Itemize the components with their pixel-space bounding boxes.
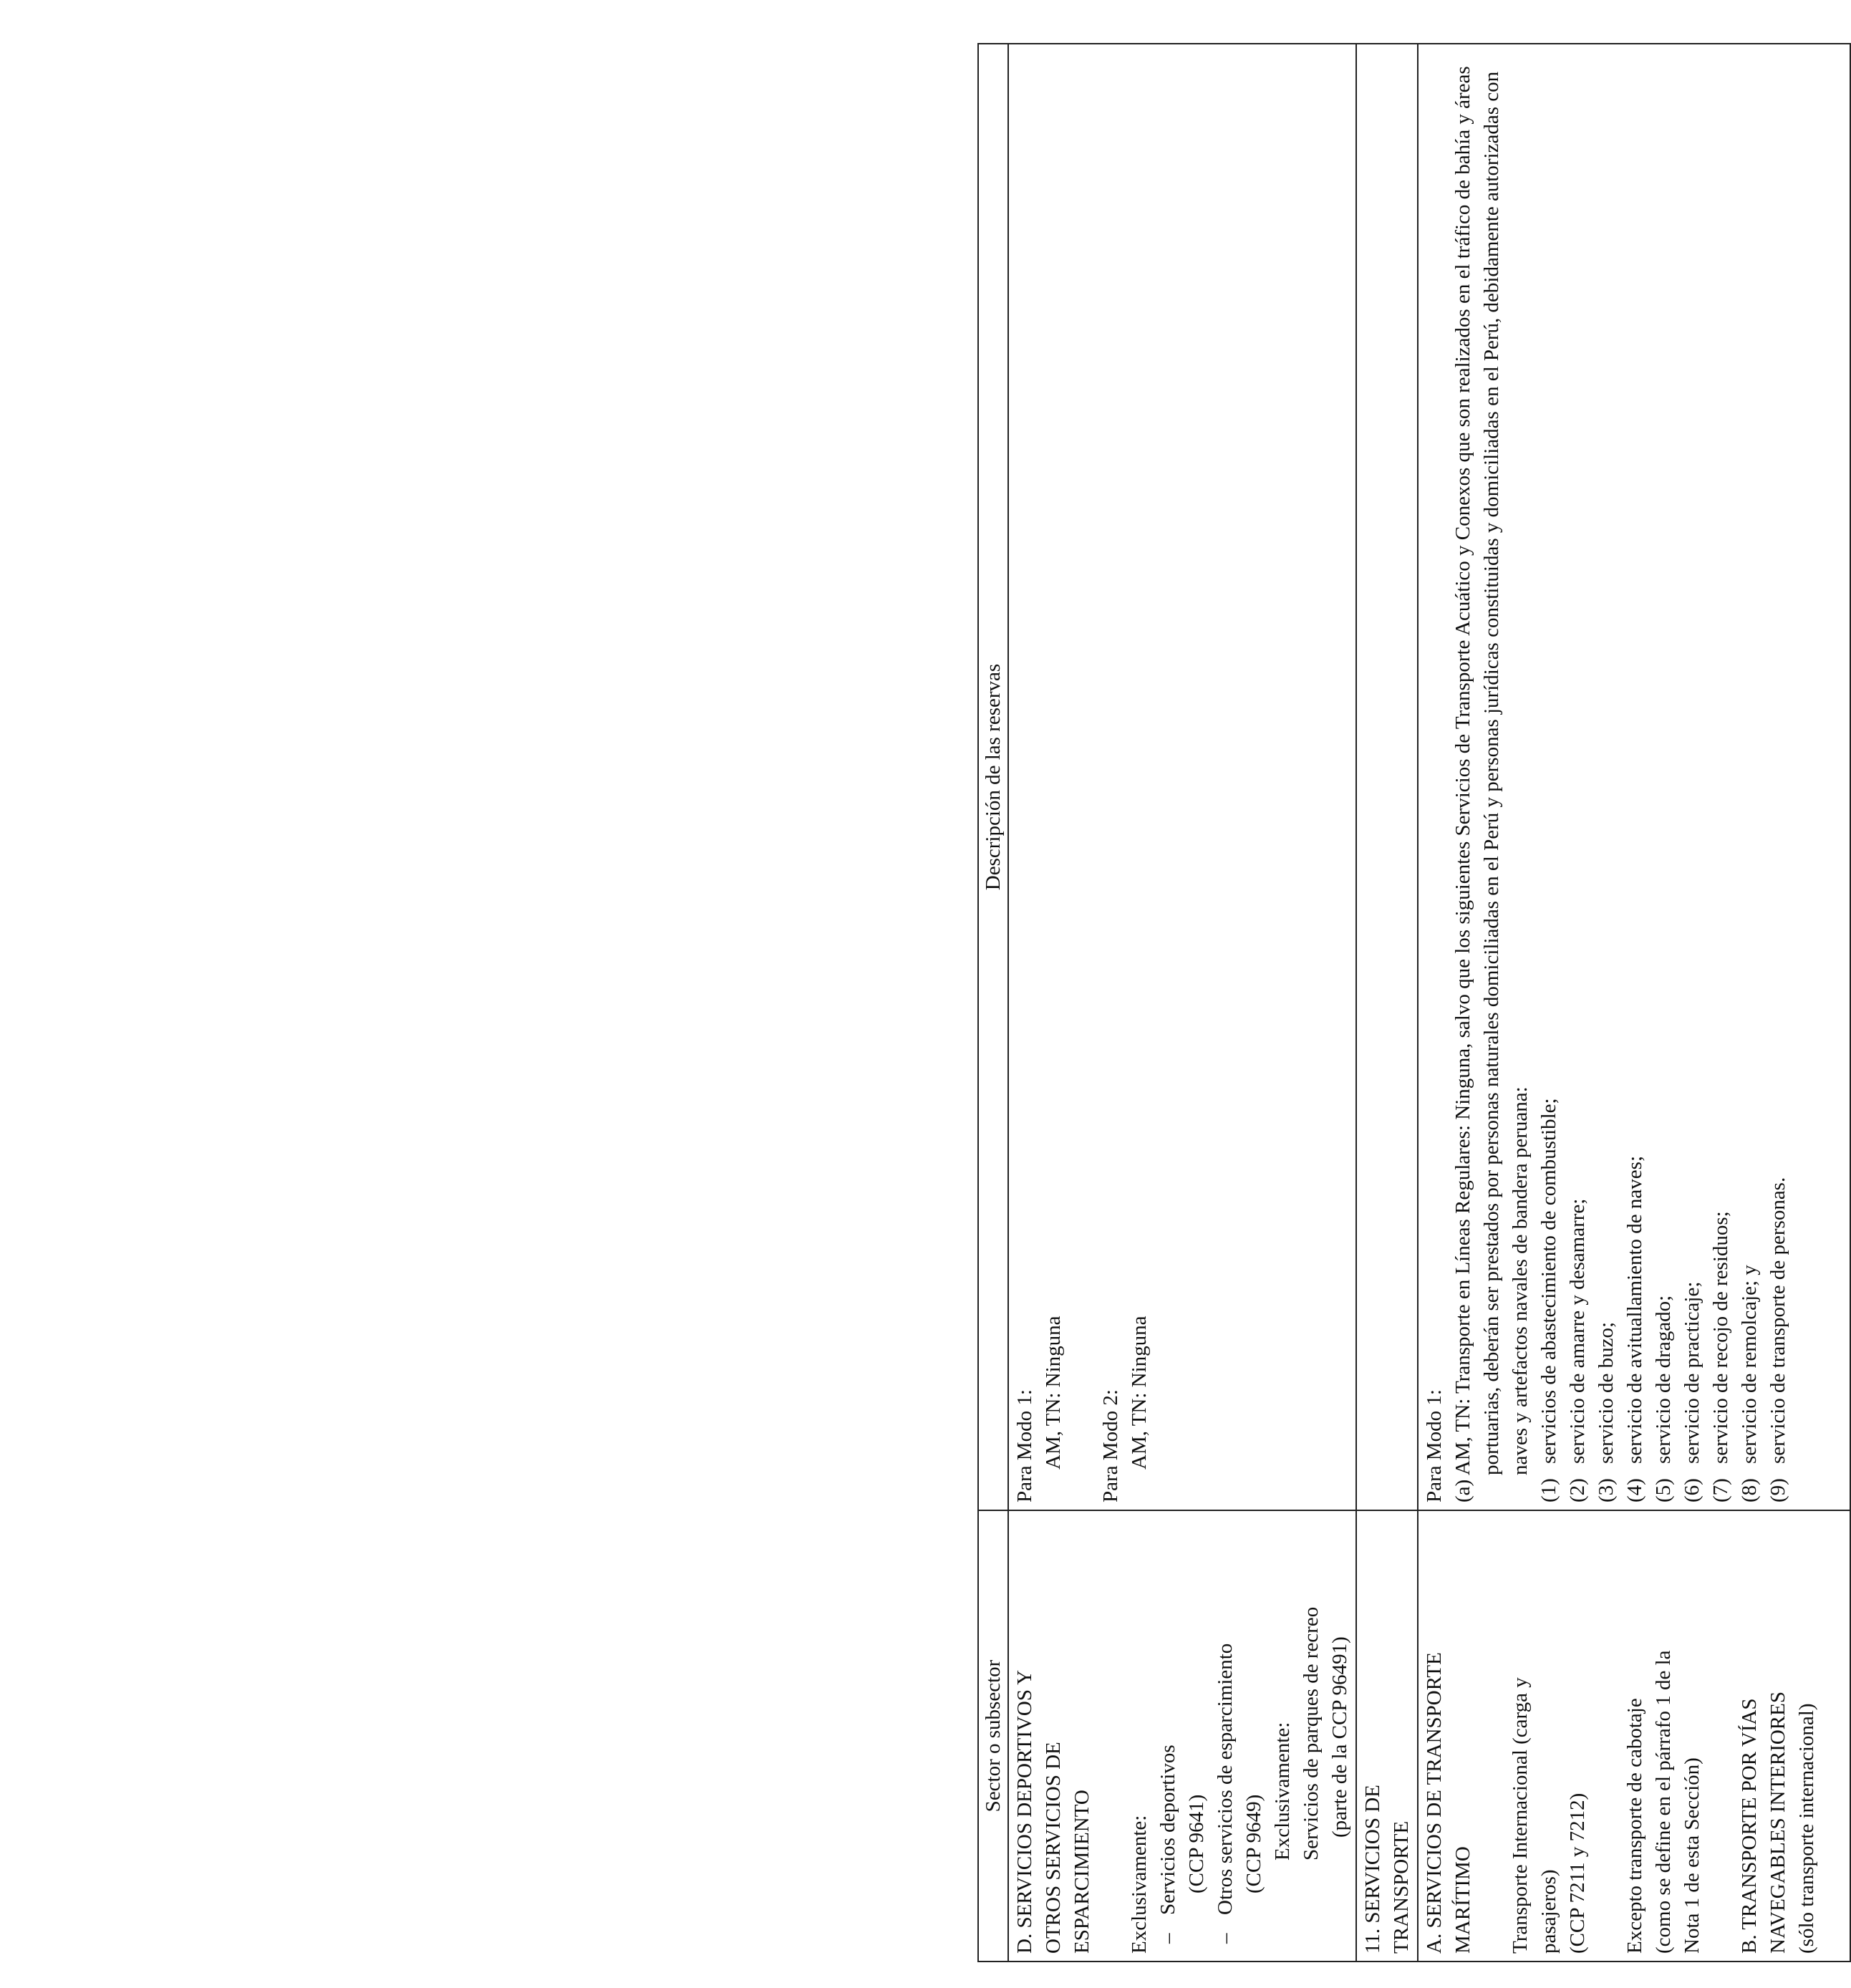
desc-cell-deportivos — [1008, 44, 1356, 1510]
item-number: (5) — [1652, 1478, 1675, 1502]
list-item — [1535, 52, 1563, 1502]
category-line: 11. SERVICIOS DE — [1361, 1785, 1384, 1954]
excepto-line: Excepto transporte de cabotaje — [1623, 1698, 1646, 1954]
list-item — [1706, 52, 1735, 1502]
item-line: Servicios deportivos — [1156, 1745, 1179, 1915]
list-item — [1735, 52, 1764, 1502]
modo2-label: Para Modo 2: — [1099, 1389, 1122, 1502]
row-servicios-transporte — [1356, 44, 1418, 1962]
item-line: Servicios de parques de recreo — [1300, 1606, 1323, 1861]
desc-cell-transporte — [1356, 44, 1418, 1510]
item-line: (parte de la CCP 96491) — [1328, 1636, 1351, 1838]
vias-navegables-line: (sólo transporte internacional) — [1795, 1703, 1818, 1954]
item-text: servicio de recojo de residuos; — [1709, 1211, 1732, 1464]
item-number: (8) — [1738, 1478, 1761, 1502]
modo1-value: AM, TN: Ninguna — [1042, 1316, 1065, 1470]
list-item — [1154, 1518, 1211, 1954]
sector-line: MARÍTIMO — [1451, 1846, 1474, 1954]
transporte-line: pasajeros) — [1537, 1869, 1560, 1954]
list-item — [1563, 52, 1592, 1502]
sector-title-line: ESPARCIMIENTO — [1071, 1790, 1093, 1954]
modo1-label: Para Modo 1: — [1423, 1389, 1446, 1502]
desc-cell-maritimo — [1418, 44, 1850, 1510]
table-header-row — [978, 44, 1008, 1962]
transporte-line: (CCP 7211 y 7212) — [1566, 1792, 1589, 1954]
item-text: servicio de remolcaje; y — [1738, 1265, 1761, 1464]
list-item — [1592, 52, 1620, 1502]
modo2-value: AM, TN: Ninguna — [1128, 1316, 1151, 1470]
excepto-line: Nota 1 de esta Sección) — [1681, 1757, 1703, 1954]
header-descripcion: Descripción de las reservas — [978, 44, 1008, 1510]
sector-cell-deportivos — [1008, 1510, 1356, 1962]
header-sector: Sector o subsector — [978, 1510, 1008, 1962]
item-number: (6) — [1681, 1478, 1703, 1502]
list-item — [1620, 52, 1649, 1502]
item-line: Otros servicios de esparcimiento — [1214, 1643, 1237, 1915]
dash-bullet: – — [1156, 1933, 1179, 1944]
vias-navegables-line: NAVEGABLES INTERIORES — [1767, 1692, 1789, 1954]
item-number: (2) — [1566, 1478, 1589, 1502]
item-number: (9) — [1767, 1478, 1789, 1502]
item-line: (CCP 9649) — [1242, 1794, 1265, 1893]
dash-bullet: – — [1214, 1933, 1237, 1944]
sector-cell-maritimo — [1418, 1510, 1850, 1962]
reserva-paragraph: (a) AM, TN: Transporte en Líneas Regulares: Ninguna, salvo que los siguientes Servicios de Transporte Acuático y Conexos que son realizados en el tráfico de bahía y áreas portuarias, deberán ser prestados por personas naturales domiciliadas en el Perú y personas jurídicas constituidas y domiciliadas en el Perú, debidamente autorizadas con naves y artefactos navales de bandera peruana: — [1451, 66, 1532, 1502]
rotated-page — [977, 43, 1851, 1962]
transporte-line: Transporte Internacional (carga y — [1509, 1677, 1532, 1954]
list-item — [1764, 52, 1792, 1502]
modo1-label: Para Modo 1: — [1013, 1389, 1036, 1502]
item-number: (3) — [1595, 1478, 1618, 1502]
sector-line: A. SERVICIOS DE TRANSPORTE — [1423, 1652, 1446, 1954]
item-text: servicio de avituallamiento de naves; — [1623, 1155, 1646, 1464]
list-item — [1678, 52, 1706, 1502]
item-line: Exclusivamente: — [1271, 1722, 1294, 1861]
item-text: servicios de abastecimiento de combustible; — [1537, 1098, 1560, 1464]
list-item — [1649, 52, 1678, 1502]
vias-navegables-line: B. TRANSPORTE POR VÍAS — [1738, 1698, 1761, 1954]
item-text: servicio de dragado; — [1652, 1295, 1675, 1464]
category-line: TRANSPORTE — [1390, 1820, 1413, 1954]
item-text: servicio de amarre y desamarre; — [1566, 1198, 1589, 1464]
item-line: (CCP 9641) — [1185, 1794, 1208, 1893]
item-number: (1) — [1537, 1478, 1560, 1502]
item-number: (4) — [1623, 1478, 1646, 1502]
item-number: (7) — [1709, 1478, 1732, 1502]
sector-title-line: D. SERVICIOS DEPORTIVOS Y — [1013, 1669, 1036, 1954]
reservas-table — [977, 43, 1851, 1962]
item-text: servicio de buzo; — [1595, 1321, 1618, 1464]
row-servicios-deportivos — [1008, 44, 1356, 1962]
item-text: servicio de transporte de personas. — [1767, 1177, 1789, 1464]
item-text: servicio de practicaje; — [1681, 1281, 1703, 1464]
exclusivamente-label: Exclusivamente: — [1128, 1815, 1151, 1954]
excepto-line: (como se define en el párrafo 1 de la — [1652, 1650, 1675, 1954]
sector-cell-transporte — [1356, 1510, 1418, 1962]
list-item — [1211, 1518, 1354, 1954]
row-transporte-maritimo — [1418, 44, 1850, 1962]
sector-title-line: OTROS SERVICIOS DE — [1042, 1742, 1065, 1954]
